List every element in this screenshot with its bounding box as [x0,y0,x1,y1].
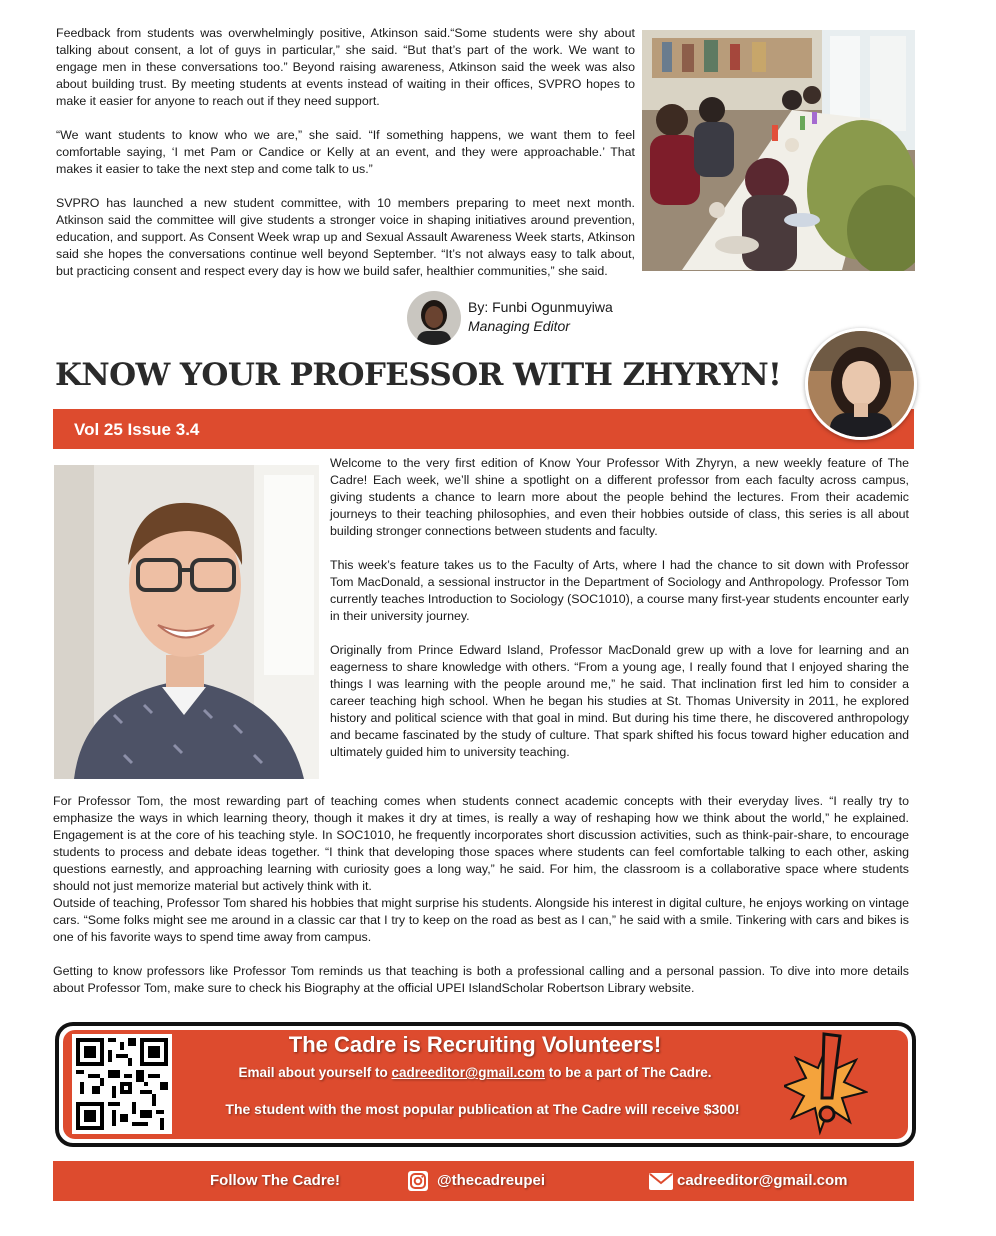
author-avatar [407,291,461,345]
top-paragraph-1: Feedback from students was overwhelmingly positive, Atkinson said.“Some students were shy about talking about consent, a lot of guys in particular,” she said. “But that’s part of the work. We want to engage men in these conversations too.” Beyond raising awareness, Atkinson said the week was also about building trust. By meeting students at events instead of waiting in their offices, SVPRO hopes to make it easier for anyone to reach out if they need support. [56,26,635,108]
follow-label: Follow The Cadre! [210,1172,341,1189]
intro-paragraph-3: Originally from Prince Edward Island, Professor MacDonald grew up with a love for learning and an eagerness to share knowledge with others. “From a young age, I really found that I enjoyed sharing the things I was learning with the people around me,” he said. That inclination first led him to consider a career teaching high school. When he began his studies at St. Thomas University in 2011, he explored history and political science with that goal in mind. But during his time there, he discovered anthropology and became fascinated by the study of culture. That spark shifted his focus toward higher education and ultimately guided him to university teaching. [330,643,909,759]
mail-icon[interactable] [649,1173,673,1190]
recruit-prize: The student with the most popular publication at The Cadre will receive $300! [225,1101,740,1117]
top-article-text [56,25,635,280]
recruit-email-suffix: to be a part of The Cadre. [548,1065,712,1080]
top-paragraph-3: SVPRO has launched a new student committee, with 10 members preparing to meet next month. Atkinson said the committee will give students a stronger voice in shaping initiatives around prevention, education, and support. As Consent Week wrap up and Sexual Assault Awareness Week starts, Atkinson said she hopes the conversations continue well beyond September. “It’s not always easy to talk about, but practicing consent and respect every day is how we build safer, healthier communities,” she said. [56,196,635,278]
instagram-handle[interactable]: @thecadreupei [437,1172,545,1189]
intro-paragraph-2: This week’s feature takes us to the Faculty of Arts, where I had the chance to sit down with Professor Tom MacDonald, a sessional instructor in the Department of Sociology and Anthropology. Professor Tom currently teaches Introduction to Sociology (SOC1010), a course many first-year students encounter early in their university journey. [330,558,909,623]
body-paragraph-3: Getting to know professors like Professor Tom reminds us that teaching is both a professional calling and a personal passion. To dive into more details about Professor Tom, make sure to check his Biography at the official UPEI IslandScholar Robertson Library website. [53,964,909,995]
columnist-avatar [805,328,917,440]
feature-body-text [53,793,909,997]
exclamation-burst-icon [784,1030,868,1136]
recruit-title: The Cadre is Recruiting Volunteers! [288,1032,662,1057]
professor-photo [54,465,319,779]
recruit-email-prefix: Email about yourself to [238,1065,388,1080]
volume-label: Vol 25 Issue 3.4 [74,420,200,439]
byline [468,298,613,336]
qr-code[interactable] [72,1034,172,1134]
body-paragraph-1: For Professor Tom, the most rewarding part of teaching comes when students connect academic concepts with their everyday lives. “I really try to emphasize the ways in which learning theory, though it makes it dry at times, is really a way of reshaping how we think about the world,” he explained. Engagement is at the core of his teaching style. In SOC1010, he frequently incorporates short discussion activities, such as think-pair-share, to encourage students to process and debate ideas together. “I think that developing those spaces where students can feel comfortable talking to each other, asking questions earnestly, and approaching learning with curiosity goes a long way,” he said. For him, the classroom is a collaborative space where students should not just memorize material but actively think with it. [53,794,909,893]
byline-author: By: Funbi Ogunmuyiwa [468,299,613,315]
recruit-email-link[interactable]: cadreeditor@gmail.com [391,1065,545,1080]
intro-paragraph-1: Welcome to the very first edition of Know Your Professor With Zhyryn, a new weekly feature of The Cadre! Each week, we’ll shine a spotlight on a different professor from each faculty across campus, giving students a chance to learn more about the people behind the lectures. From their academic journeys to their teaching philosophies, and even their hobbies outside of class, this series is all about building stronger connections between students and faculty. [330,456,909,538]
body-paragraph-2: Outside of teaching, Professor Tom shared his hobbies that might surprise his students. Alongside his interest in digital culture, he enjoys working on vintage cars. “Some folks might see me around in a classic car that I try to keep on the road as best as I can,” he said with a smile. Tinkering with cars and bikes is one of his favorite ways to spend time away from campus. [53,896,909,944]
event-photo [642,30,915,271]
feature-intro-text [330,455,909,761]
instagram-icon[interactable] [407,1170,429,1192]
feature-headline: KNOW YOUR PROFESSOR WITH ZHYRYN! [55,357,782,393]
byline-role: Managing Editor [468,318,570,334]
top-paragraph-2: “We want students to know who we are,” she said. “If something happens, we want them to feel comfortable saying, ‘I met Pam or Candice or Kelly at an event, and they were approachable.’ That makes it easier to take the next step and come talk to us.” [56,128,635,176]
footer-email[interactable]: cadreeditor@gmail.com [677,1172,848,1189]
recruit-email-line [190,1065,760,1080]
